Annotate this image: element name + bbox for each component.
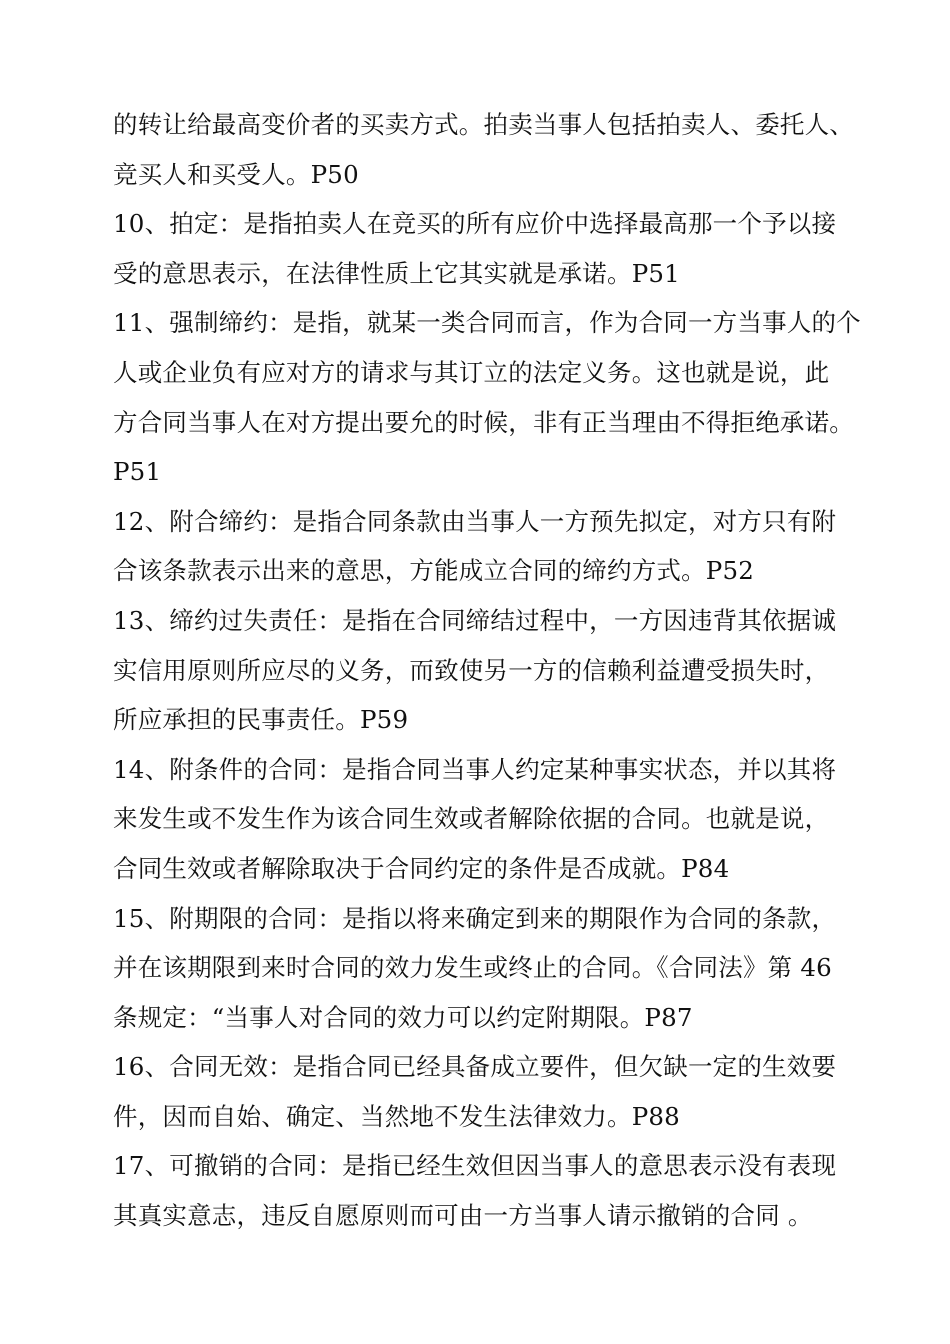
text-line: 竞买人和买受人。P50	[113, 159, 359, 189]
text-line: 方合同当事人在对方提出要允的时候，非有正当理由不得拒绝承诺。	[113, 407, 854, 437]
text-line: 16、合同无效：是指合同已经具备成立要件，但欠缺一定的生效要	[113, 1052, 837, 1082]
text-line: 人或企业负有应对方的请求与其订立的法定义务。这也就是说，此	[113, 357, 830, 387]
text-line: 实信用原则所应尽的义务，而致使另一方的信赖利益遭受损失时，	[113, 655, 830, 685]
text-line: 17、可撤销的合同：是指已经生效但因当事人的意思表示没有表现	[113, 1151, 837, 1181]
text-line: 来发生或不发生作为该合同生效或者解除依据的合同。也就是说，	[113, 804, 830, 834]
text-line: 12、附合缔约：是指合同条款由当事人一方预先拟定，对方只有附	[113, 506, 837, 536]
text-line: 件，因而自始、确定、当然地不发生法律效力。P88	[113, 1101, 680, 1131]
text-line: 10、拍定：是指拍卖人在竞买的所有应价中选择最高那一个予以接	[113, 209, 837, 239]
text-line: 13、缔约过失责任：是指在合同缔结过程中，一方因违背其依据诚	[113, 605, 837, 635]
text-line: 11、强制缔约：是指，就某一类合同而言，作为合同一方当事人的个	[113, 308, 861, 338]
text-line: 15、附期限的合同：是指以将来确定到来的期限作为合同的条款，	[113, 903, 837, 933]
text-line: 其真实意志，违反自愿原则而可由一方当事人请示撤销的合同 。	[113, 1201, 813, 1231]
text-line: 14、附条件的合同：是指合同当事人约定某种事实状态，并以其将	[113, 754, 837, 784]
text-line: 合该条款表示出来的意思，方能成立合同的缔约方式。P52	[113, 556, 755, 586]
text-line: P51	[113, 457, 162, 487]
document-body	[113, 100, 873, 1241]
text-line: 的转让给最高变价者的买卖方式。拍卖当事人包括拍卖人、委托人、	[113, 110, 854, 139]
text-line: 所应承担的民事责任。P59	[113, 705, 409, 735]
text-line: 受的意思表示，在法律性质上它其实就是承诺。P51	[113, 258, 680, 288]
text-line: 合同生效或者解除取决于合同约定的条件是否成就。P84	[113, 853, 730, 883]
text-line: 并在该期限到来时合同的效力发生或终止的合同。《合同法》第 46	[113, 953, 832, 983]
text-line: 条规定：“当事人对合同的效力可以约定附期限。P87	[113, 1002, 693, 1032]
